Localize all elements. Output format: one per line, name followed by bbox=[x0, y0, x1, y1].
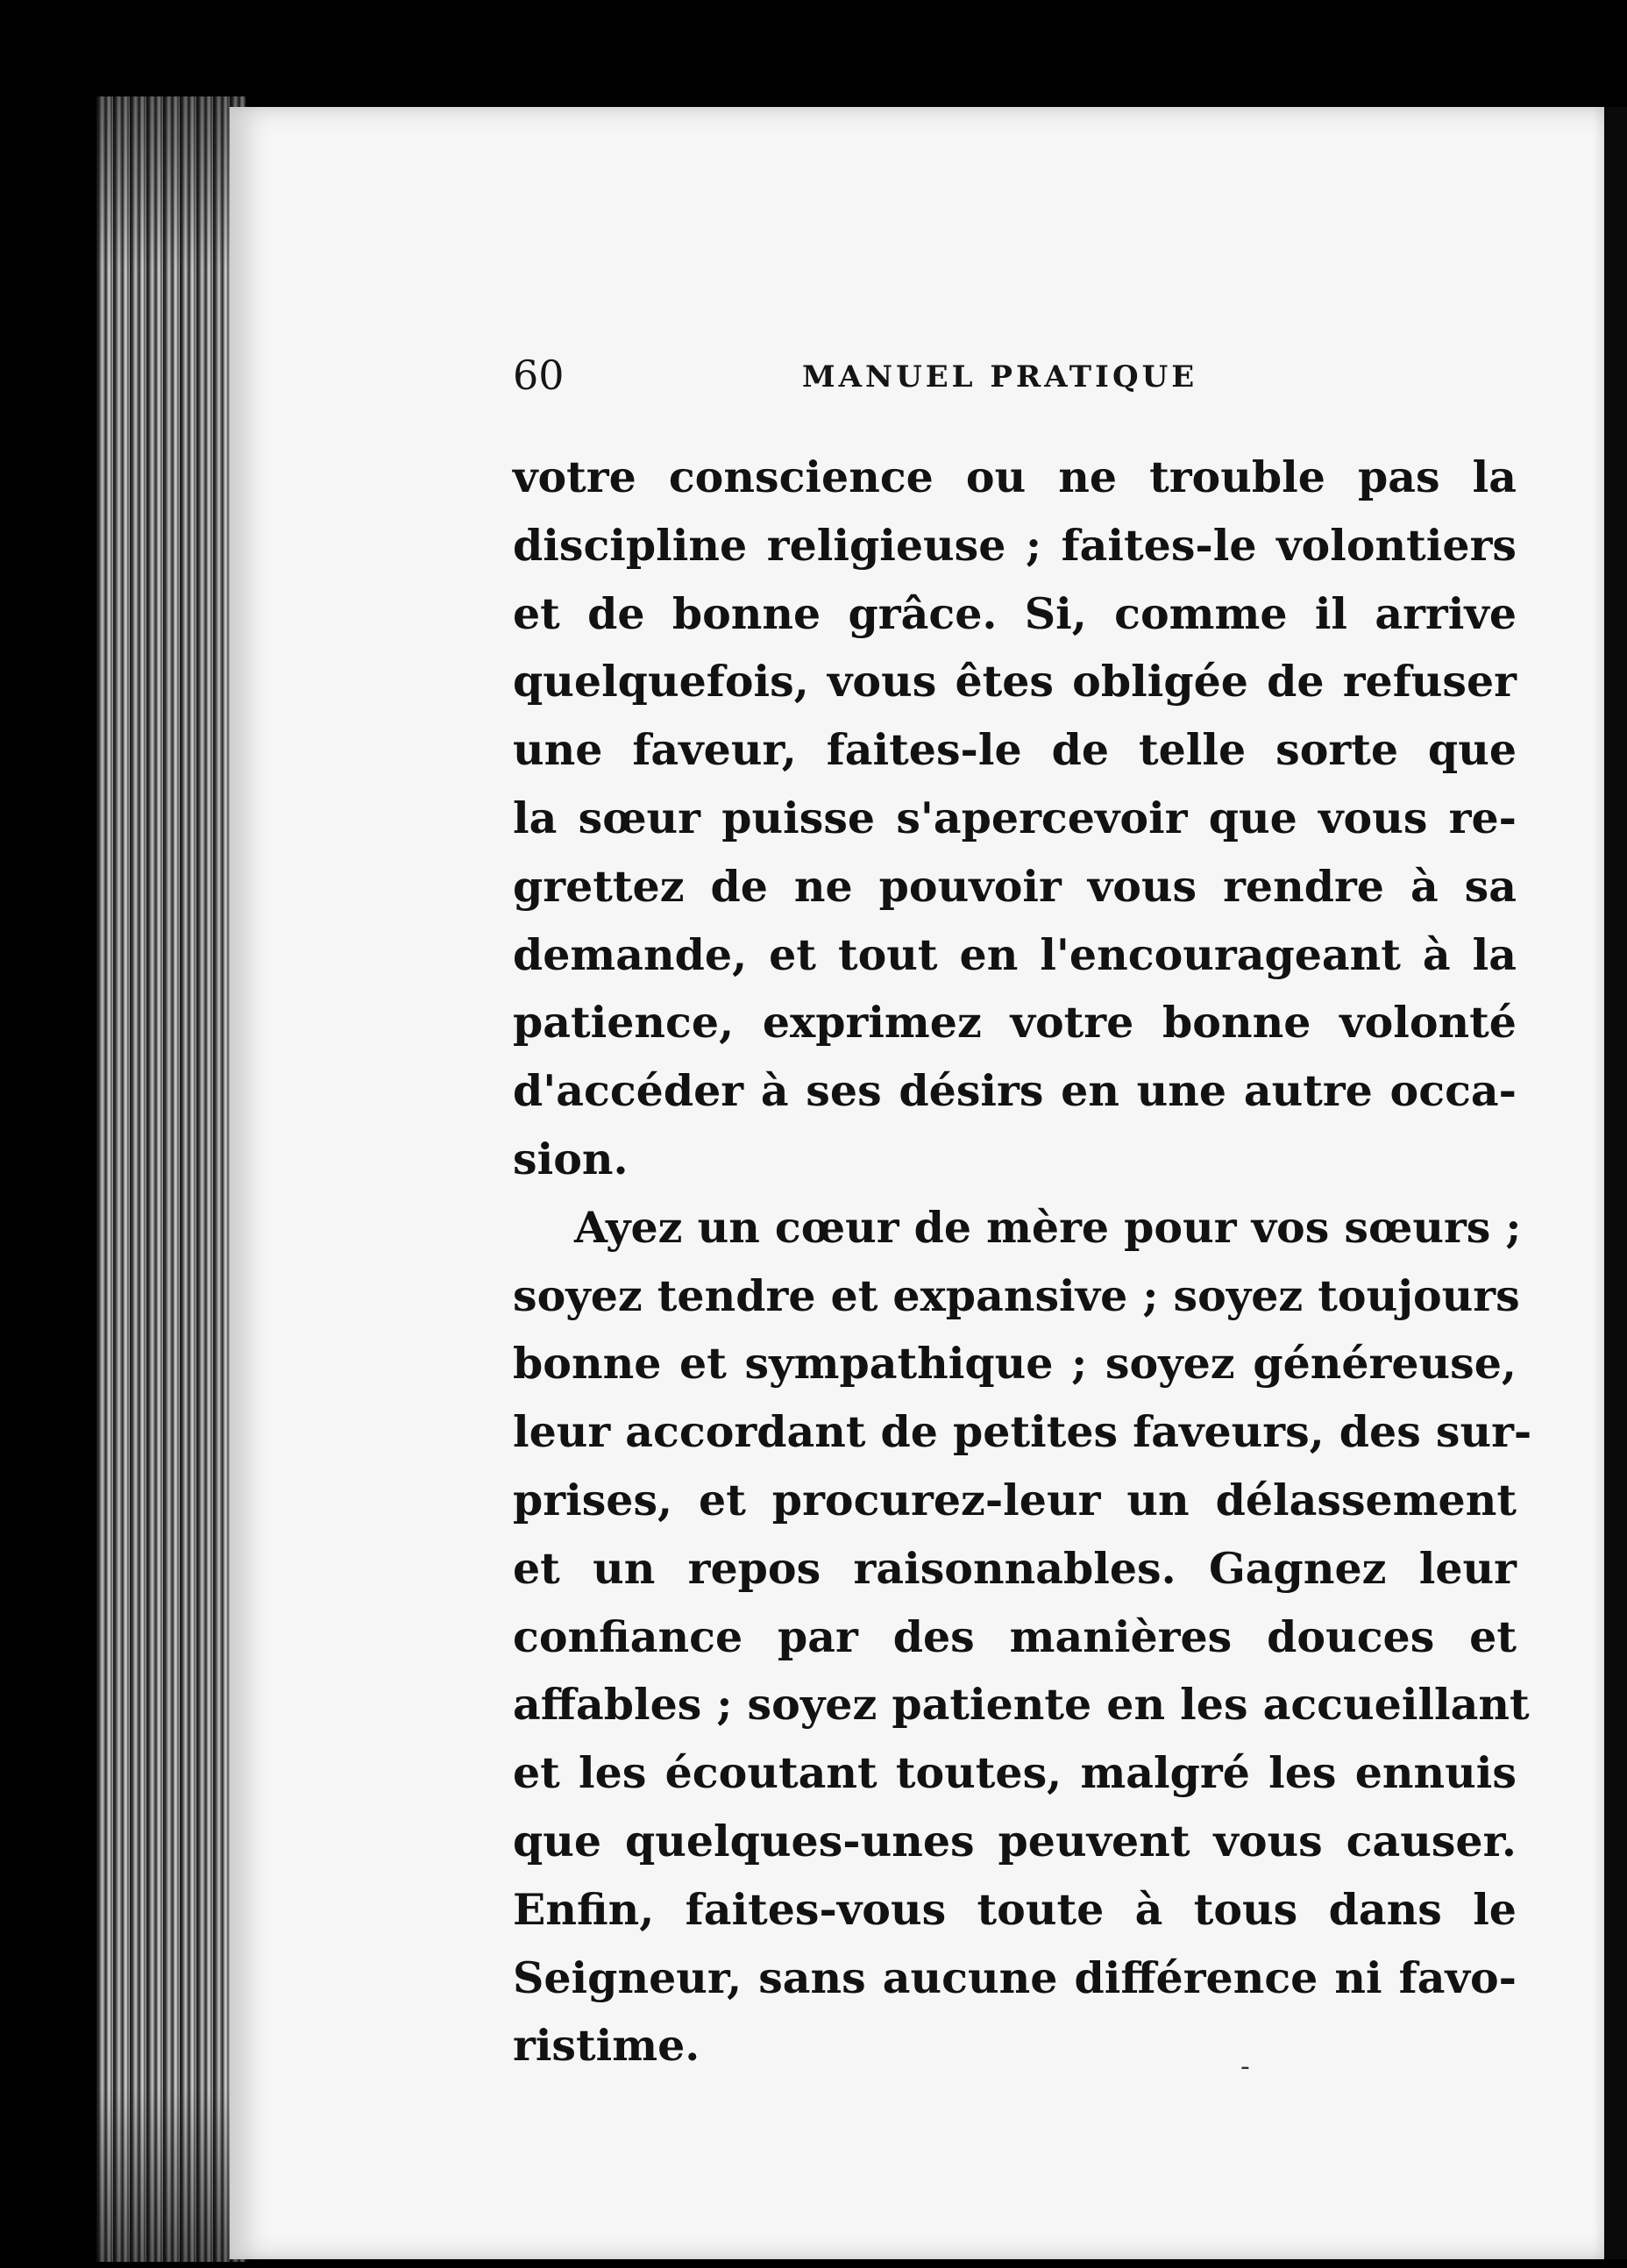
text-line: Seigneur, sans aucune différence ni favo- bbox=[513, 1952, 1517, 2003]
text-line: grettez de ne pouvoir vous rendre à sa bbox=[513, 860, 1517, 912]
text-line: affables ; soyez patiente en les accueillant bbox=[513, 1679, 1530, 1731]
text-line: ristime. bbox=[513, 2020, 700, 2072]
text-line: et de bonne grâce. Si, comme il arrive bbox=[513, 587, 1517, 639]
page-mark: - bbox=[1240, 2051, 1250, 2082]
text-line: demande, et tout en l'encourageant à la bbox=[513, 928, 1517, 980]
text-line: la sœur puisse s'apercevoir que vous re- bbox=[513, 792, 1517, 843]
text-line: quelquefois, vous êtes obligée de refuser bbox=[513, 656, 1517, 707]
text-line: que quelques-unes peuvent vous causer. bbox=[513, 1815, 1517, 1866]
text-line: votre conscience ou ne trouble pas la bbox=[513, 451, 1517, 502]
book-page-edges bbox=[96, 96, 245, 2262]
text-line: et un repos raisonnables. Gagnez leur bbox=[513, 1542, 1517, 1594]
text-line: patience, exprimez votre bonne volonté bbox=[513, 997, 1517, 1049]
body-text bbox=[513, 444, 1532, 2080]
text-line: d'accéder à ses désirs en une autre occa- bbox=[513, 1065, 1517, 1117]
text-line: sion. bbox=[513, 1133, 629, 1184]
text-line: soyez tendre et expansive ; soyez toujours bbox=[513, 1269, 1520, 1321]
text-line: prises, et procurez-leur un délassement bbox=[513, 1474, 1517, 1525]
running-head: MANUEL PRATIQUE bbox=[802, 359, 1198, 395]
text-line: bonne et sympathique ; soyez généreuse, bbox=[513, 1338, 1517, 1390]
text-line: Enfin, faites-vous toute à tous dans le bbox=[513, 1883, 1517, 1935]
page-number: 60 bbox=[513, 352, 565, 399]
paragraph-2 bbox=[513, 1194, 1532, 2080]
text-line: une faveur, faites-le de telle sorte que bbox=[513, 724, 1517, 776]
page-header bbox=[513, 349, 1512, 402]
text-line: et les écoutant toutes, malgré les ennuis bbox=[513, 1747, 1517, 1799]
text-line: discipline religieuse ; faites-le volontiers bbox=[513, 519, 1517, 571]
text-line: leur accordant de petites faveurs, des sur- bbox=[513, 1406, 1532, 1458]
text-line: Ayez un cœur de mère pour vos sœurs ; bbox=[574, 1201, 1522, 1253]
text-line: confiance par des manières douces et bbox=[513, 1610, 1517, 1662]
paragraph-1 bbox=[513, 444, 1517, 1194]
scan-border bbox=[1604, 107, 1627, 2259]
